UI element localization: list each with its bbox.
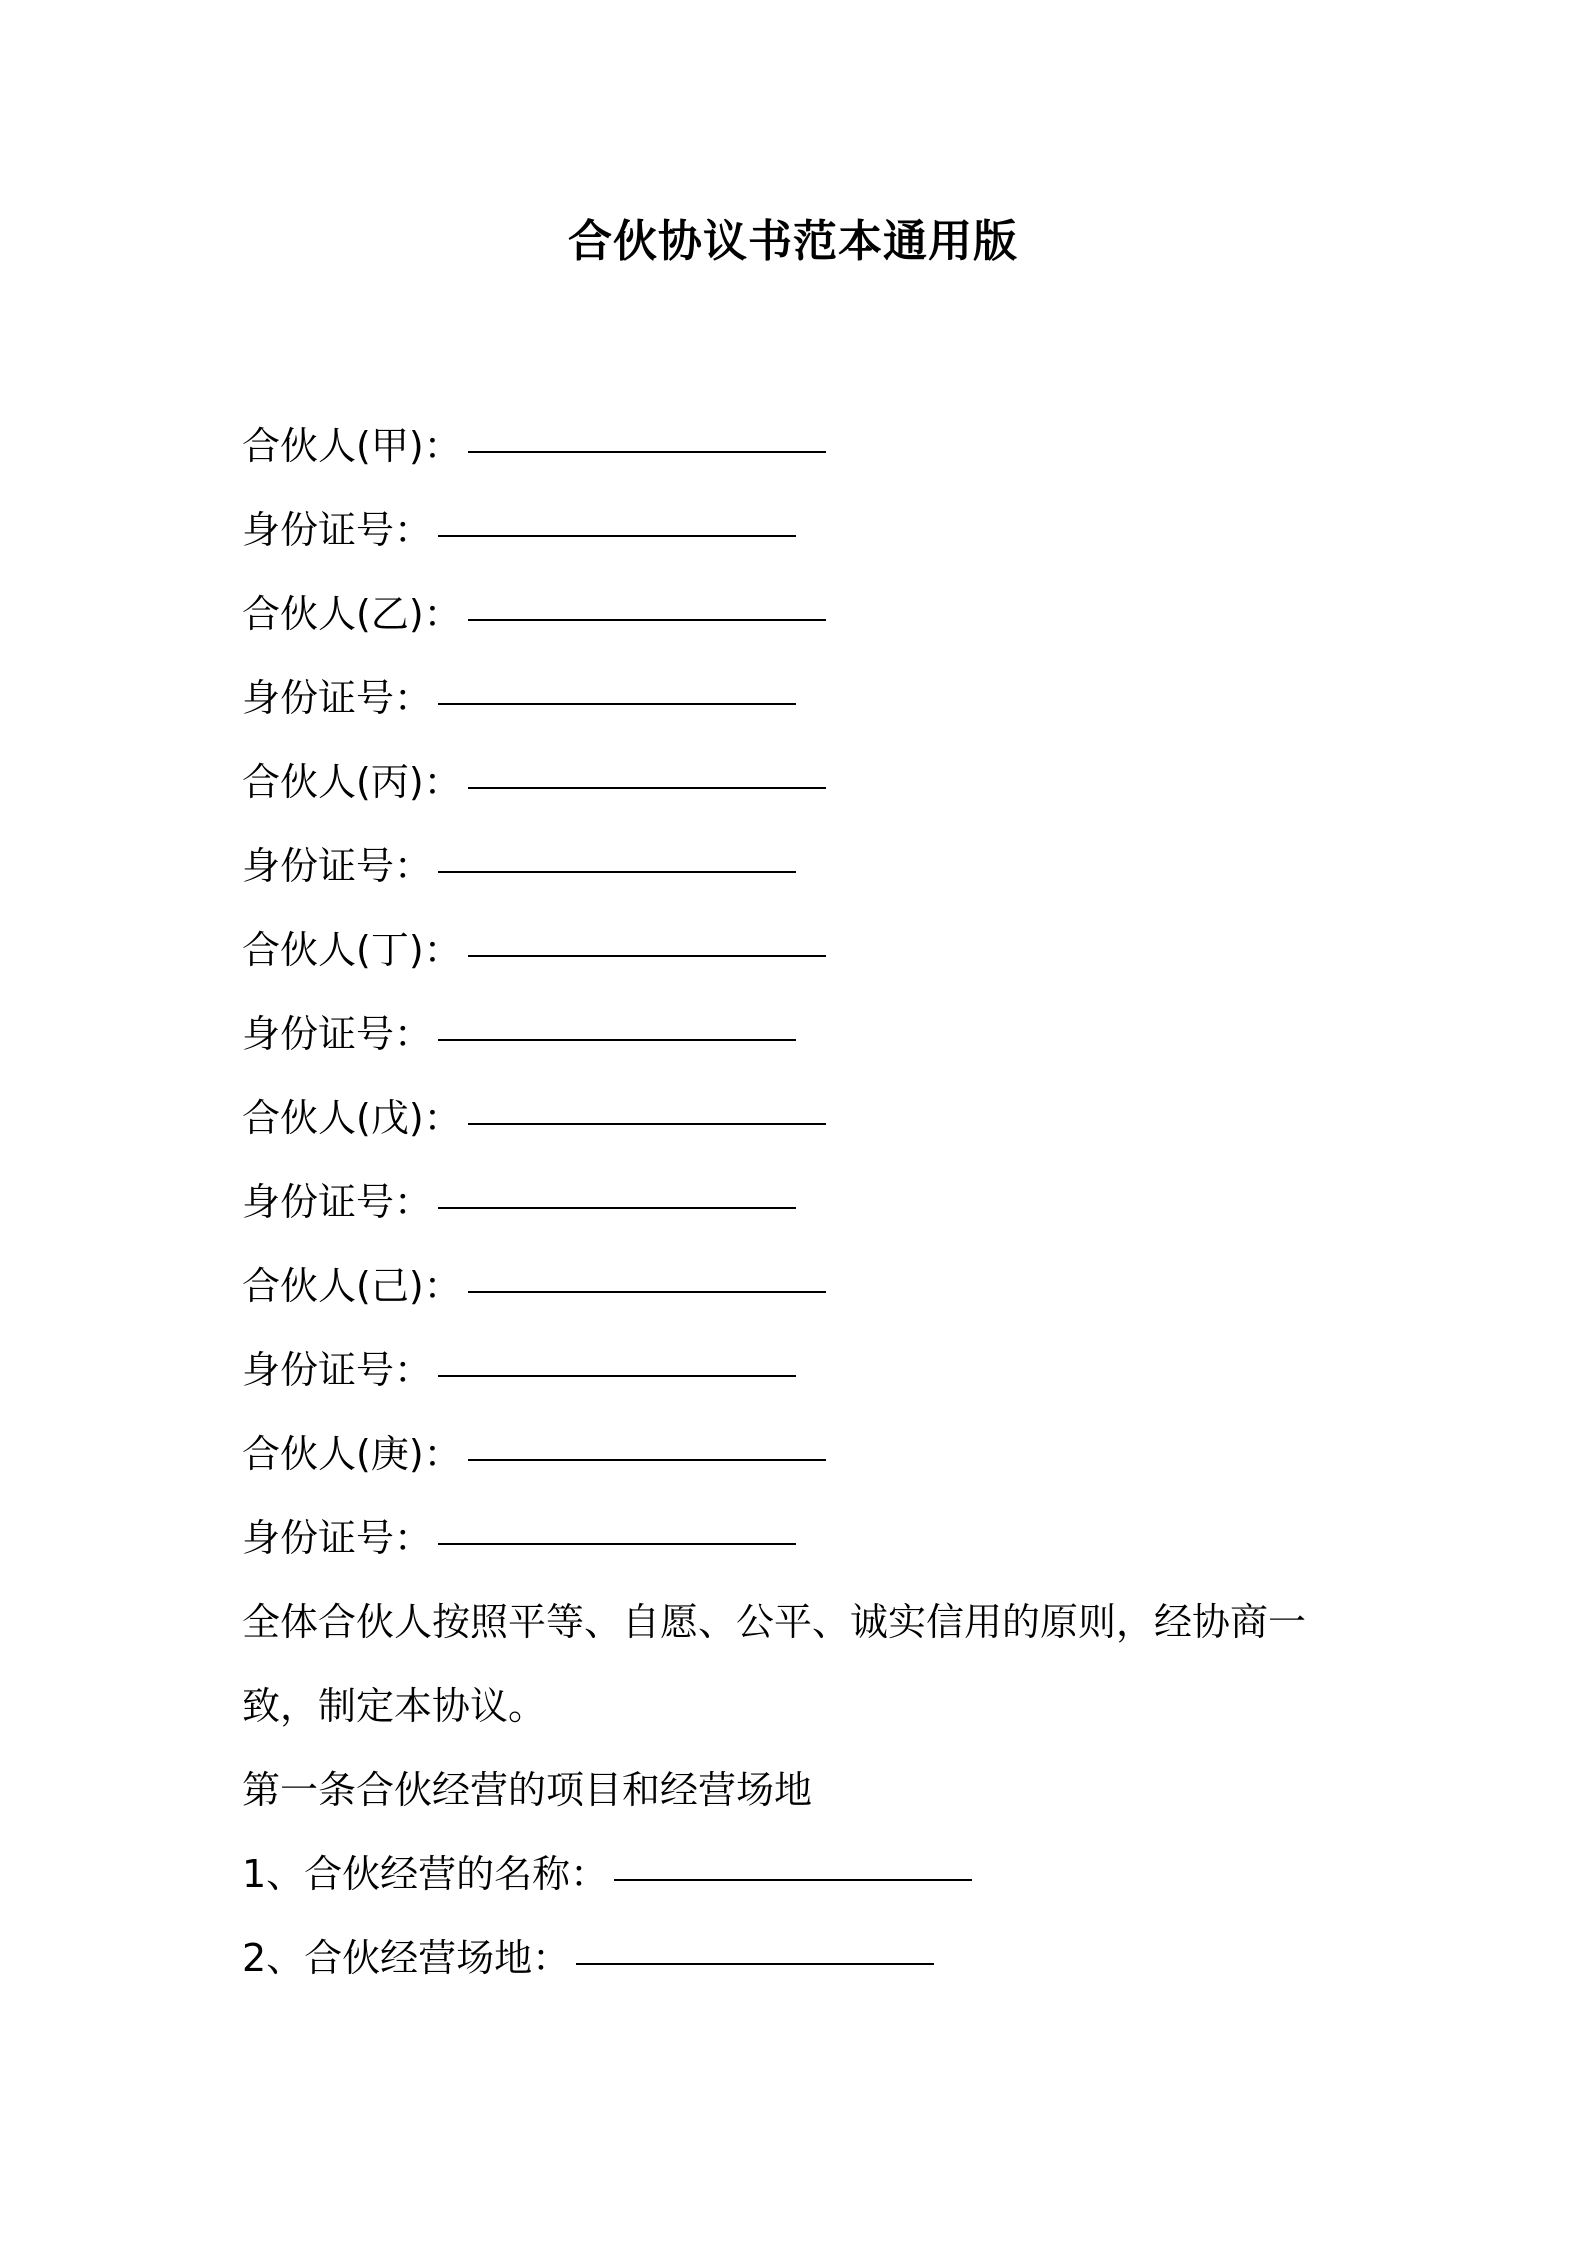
partner-id-line <box>242 656 1352 740</box>
partner-name-line <box>242 1412 1352 1496</box>
partner-name-line <box>242 404 1352 488</box>
fill-in-blank <box>438 1039 796 1041</box>
fill-in-blank <box>468 955 826 957</box>
partner-label: 合伙人(丙)： <box>242 760 462 804</box>
fill-in-blank <box>438 871 796 873</box>
partner-name-line <box>242 740 1352 824</box>
article-item-line <box>242 1832 1352 1916</box>
id-number-label: 身份证号： <box>242 1012 433 1056</box>
partner-label: 合伙人(乙)： <box>242 592 462 636</box>
partner-name-line <box>242 572 1352 656</box>
partner-id-line <box>242 488 1352 572</box>
fill-in-blank <box>438 535 796 537</box>
fill-in-blank <box>576 1963 934 1965</box>
id-number-label: 身份证号： <box>242 1516 433 1560</box>
id-number-label: 身份证号： <box>242 508 433 552</box>
partner-label: 合伙人(庚)： <box>242 1432 462 1476</box>
id-number-label: 身份证号： <box>242 844 433 888</box>
business-site-label: 2、合伙经营场地： <box>242 1936 571 1980</box>
document-title: 合伙协议书范本通用版 <box>568 216 1018 267</box>
fill-in-blank <box>468 451 826 453</box>
partner-id-line <box>242 1160 1352 1244</box>
partner-id-line <box>242 1496 1352 1580</box>
fill-in-blank <box>468 1459 826 1461</box>
preamble-paragraph: 全体合伙人按照平等、自愿、公平、诚实信用的原则，经协商一致，制定本协议。 <box>242 1600 1307 1728</box>
partner-label: 合伙人(己)： <box>242 1264 462 1308</box>
partner-name-line <box>242 1244 1352 1328</box>
id-number-label: 身份证号： <box>242 676 433 720</box>
fill-in-blank <box>468 1291 826 1293</box>
article-heading: 第一条合伙经营的项目和经营场地 <box>242 1768 813 1812</box>
article-item-line <box>242 1916 1352 2000</box>
fill-in-blank <box>438 1375 796 1377</box>
partner-id-line <box>242 1328 1352 1412</box>
fill-in-blank <box>614 1879 972 1881</box>
document-body <box>242 404 1352 2000</box>
fill-in-blank <box>468 1123 826 1125</box>
business-name-label: 1、合伙经营的名称： <box>242 1852 609 1896</box>
fill-in-blank <box>468 619 826 621</box>
partner-id-line <box>242 992 1352 1076</box>
fill-in-blank <box>438 703 796 705</box>
partner-id-line <box>242 824 1352 908</box>
partner-label: 合伙人(戊)： <box>242 1096 462 1140</box>
partner-name-line <box>242 1076 1352 1160</box>
fill-in-blank <box>438 1207 796 1209</box>
id-number-label: 身份证号： <box>242 1180 433 1224</box>
partner-name-line <box>242 908 1352 992</box>
fill-in-blank <box>468 787 826 789</box>
fill-in-blank <box>438 1543 796 1545</box>
partner-label: 合伙人(丁)： <box>242 928 462 972</box>
id-number-label: 身份证号： <box>242 1348 433 1392</box>
partner-label: 合伙人(甲)： <box>242 424 462 468</box>
